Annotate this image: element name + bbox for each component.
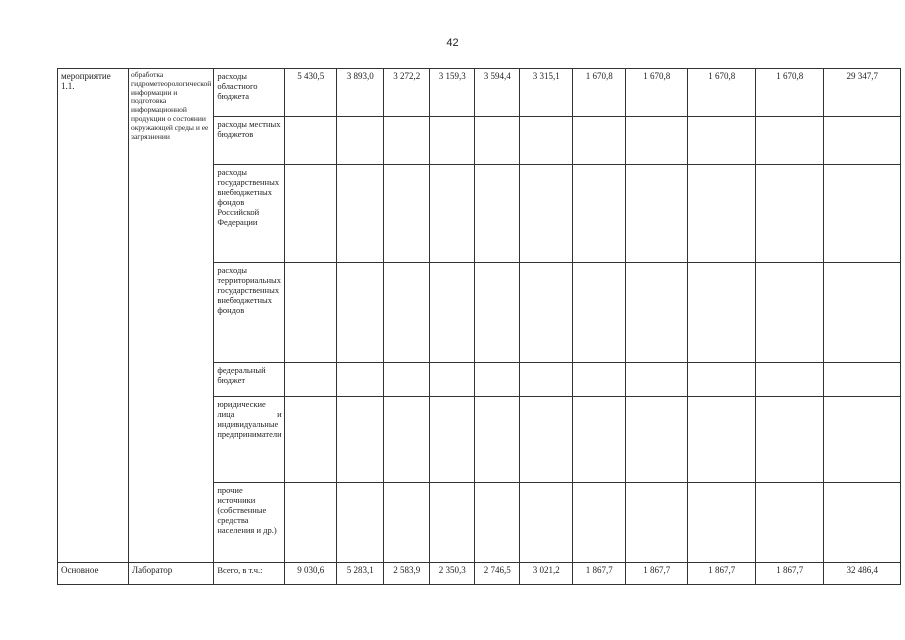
total-cell: 29 347,7 — [823, 69, 900, 117]
value-cell: 1 670,8 — [687, 69, 755, 117]
value-cell — [429, 363, 474, 397]
value-cell — [383, 165, 429, 263]
value-cell — [572, 397, 625, 483]
source-cell: юридические лица и индивидуальные предприниматели — [214, 397, 284, 483]
value-cell — [383, 117, 429, 165]
value-cell — [383, 363, 429, 397]
total-cell — [823, 397, 900, 483]
value-cell — [336, 483, 383, 563]
value-cell — [429, 483, 474, 563]
source-cell: расходы местных бюджетов — [214, 117, 284, 165]
value-cell: 3 272,2 — [383, 69, 429, 117]
value-cell — [755, 483, 823, 563]
value-cell — [625, 483, 687, 563]
total-cell: 32 486,4 — [823, 563, 900, 585]
value-cell — [474, 397, 519, 483]
total-cell — [823, 117, 900, 165]
value-cell: 3 594,4 — [474, 69, 519, 117]
value-cell — [687, 165, 755, 263]
value-cell — [572, 363, 625, 397]
value-cell — [383, 397, 429, 483]
source-cell: Всего, в т.ч.: — [214, 563, 284, 585]
value-cell: 2 350,3 — [429, 563, 474, 585]
value-cell: 3 021,2 — [519, 563, 572, 585]
value-cell — [572, 117, 625, 165]
value-cell — [336, 397, 383, 483]
value-cell — [572, 483, 625, 563]
value-cell — [687, 117, 755, 165]
value-cell: 1 867,7 — [572, 563, 625, 585]
source-cell: расходы территориальных государственных внебюджетных фондов — [214, 263, 284, 363]
total-cell — [823, 483, 900, 563]
value-cell — [474, 363, 519, 397]
value-cell — [336, 117, 383, 165]
source-cell: расходы областного бюджета — [214, 69, 284, 117]
measure-name-cell: обработка гидрометеорологической информации и подготовка информационной продукции о состоянии окружающей среды и ее загрязнении — [129, 69, 214, 563]
source-cell: прочие источники (собственные средства населения и др.) — [214, 483, 284, 563]
value-cell — [336, 363, 383, 397]
total-cell — [823, 165, 900, 263]
value-cell: 3 315,1 — [519, 69, 572, 117]
value-cell — [755, 397, 823, 483]
value-cell — [474, 483, 519, 563]
value-cell — [336, 165, 383, 263]
value-cell — [383, 483, 429, 563]
value-cell — [625, 165, 687, 263]
value-cell: 2 746,5 — [474, 563, 519, 585]
measure-name-cell: Лаборатор — [129, 563, 214, 585]
value-cell — [519, 117, 572, 165]
value-cell — [284, 165, 336, 263]
value-cell: 2 583,9 — [383, 563, 429, 585]
value-cell: 5 430,5 — [284, 69, 336, 117]
total-cell — [823, 263, 900, 363]
value-cell — [429, 165, 474, 263]
value-cell — [572, 263, 625, 363]
value-cell — [625, 397, 687, 483]
value-cell: 5 283,1 — [336, 563, 383, 585]
value-cell — [284, 483, 336, 563]
value-cell — [474, 165, 519, 263]
value-cell — [687, 363, 755, 397]
value-cell — [687, 483, 755, 563]
value-cell — [336, 263, 383, 363]
value-cell: 1 670,8 — [755, 69, 823, 117]
value-cell: 1 867,7 — [755, 563, 823, 585]
value-cell — [284, 263, 336, 363]
value-cell — [755, 363, 823, 397]
value-cell: 1 867,7 — [687, 563, 755, 585]
value-cell — [687, 263, 755, 363]
value-cell — [519, 363, 572, 397]
value-cell — [383, 263, 429, 363]
value-cell — [755, 263, 823, 363]
value-cell — [519, 165, 572, 263]
total-cell — [823, 363, 900, 397]
table-row — [58, 69, 901, 117]
value-cell — [429, 117, 474, 165]
measure-label-cell: мероприятие 1.1. — [58, 69, 129, 563]
value-cell — [625, 263, 687, 363]
budget-table — [57, 68, 901, 585]
source-cell: федеральный бюджет — [214, 363, 284, 397]
value-cell — [519, 397, 572, 483]
value-cell: 1 867,7 — [625, 563, 687, 585]
value-cell — [284, 117, 336, 165]
value-cell: 3 893,0 — [336, 69, 383, 117]
value-cell — [474, 117, 519, 165]
value-cell: 1 670,8 — [625, 69, 687, 117]
value-cell — [284, 363, 336, 397]
value-cell — [755, 165, 823, 263]
value-cell — [284, 397, 336, 483]
page-number: 42 — [446, 37, 459, 49]
value-cell — [429, 397, 474, 483]
value-cell — [519, 483, 572, 563]
value-cell: 9 030,6 — [284, 563, 336, 585]
value-cell — [429, 263, 474, 363]
value-cell — [625, 363, 687, 397]
value-cell — [755, 117, 823, 165]
measure-label-cell: Основное — [58, 563, 129, 585]
value-cell — [625, 117, 687, 165]
table-row — [58, 563, 901, 585]
value-cell — [519, 263, 572, 363]
value-cell — [572, 165, 625, 263]
value-cell: 3 159,3 — [429, 69, 474, 117]
source-cell: расходы государственных внебюджетных фондов Российской Федерации — [214, 165, 284, 263]
value-cell — [687, 397, 755, 483]
value-cell — [474, 263, 519, 363]
value-cell: 1 670,8 — [572, 69, 625, 117]
